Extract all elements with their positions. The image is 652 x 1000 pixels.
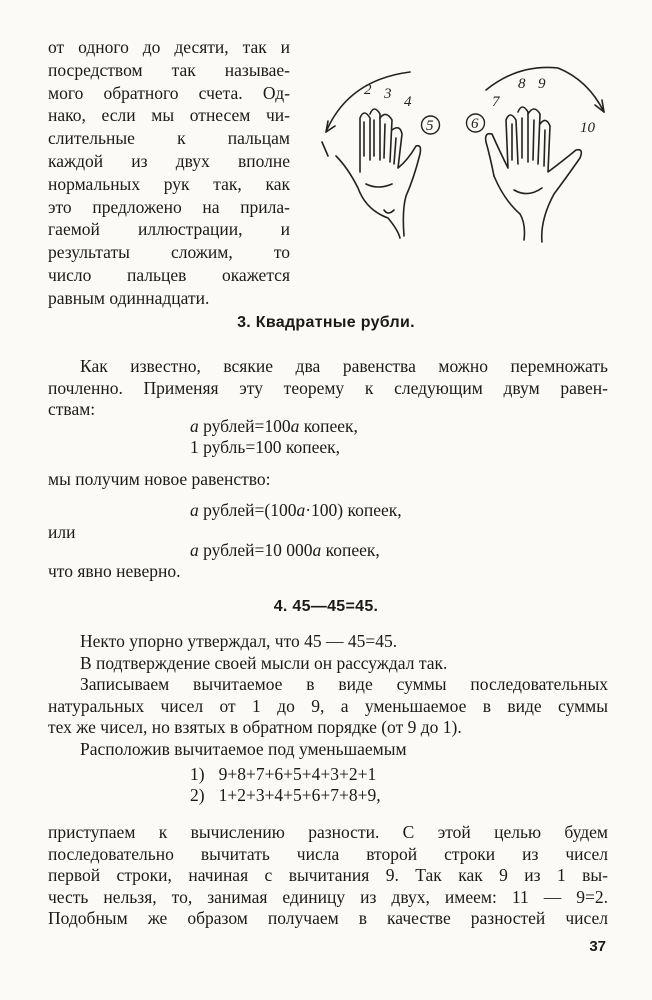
text-line: результаты сложим, то xyxy=(48,242,290,263)
numbered-row xyxy=(190,764,376,785)
math-variable: a xyxy=(290,416,300,436)
text-line: честь нельзя, то, занимая единицу из двух, имеем: 11 — 9=2. xyxy=(48,886,608,907)
equation-text: рублей=10 000 xyxy=(198,540,313,560)
text-line: равным одиннадцати. xyxy=(48,287,210,308)
math-variable: a xyxy=(190,416,199,436)
text-line: гаемой иллюстрации, и xyxy=(48,219,290,240)
finger-number-circled: 6 xyxy=(471,116,479,132)
paragraph xyxy=(48,356,608,421)
text-line: натуральных чисел от 1 до 9, а уменьшаемое в виде суммы xyxy=(48,695,608,716)
equation xyxy=(190,416,358,437)
text-line: В подтверждение своей мысли он рассуждал так. xyxy=(80,652,448,673)
finger-number-circled: 5 xyxy=(426,118,434,134)
hands-illustration xyxy=(308,60,620,250)
right-hand-drawing xyxy=(486,107,582,242)
text-line: число пальцев окажется xyxy=(48,264,290,285)
page-number: 37 xyxy=(589,938,606,955)
equation-text: рублей=100 xyxy=(198,416,291,436)
finger-number: 4 xyxy=(404,94,412,110)
text-line: Расположив вычитаемое под уменьшаемым xyxy=(80,738,407,759)
row-label: 1) xyxy=(190,764,205,784)
finger-number: 10 xyxy=(580,120,595,136)
finger-number: 8 xyxy=(518,76,526,92)
sum-expression: 9+8+7+6+5+4+3+2+1 xyxy=(218,764,377,784)
sum-expression: 1+2+3+4+5+6+7+8+9, xyxy=(218,785,381,805)
equation xyxy=(190,500,402,521)
row-label: 2) xyxy=(190,785,205,805)
math-variable: a xyxy=(296,500,306,520)
equation: 1 рубль=100 копеек, xyxy=(190,437,340,457)
equation xyxy=(190,540,380,561)
text-line: каждой из двух вполне xyxy=(48,150,290,171)
text-line: мого обратного счета. Од- xyxy=(48,82,290,103)
math-variable: a xyxy=(312,540,322,560)
text-line: что явно неверно. xyxy=(48,561,181,581)
finger-number: 3 xyxy=(384,86,392,102)
text-line: Подобным же образом получаем в качестве разностей чисел xyxy=(48,908,608,929)
finger-number: 7 xyxy=(492,94,500,110)
text-line: тех же чисел, но взятых в обратном порядке (от 9 до 1). xyxy=(48,717,462,738)
text-line: мы получим новое равенство: xyxy=(48,469,271,489)
text-line: приступаем к вычислению разности. С этой целью будем xyxy=(48,822,608,842)
finger-number: 2 xyxy=(364,82,372,98)
text-line: от одного до десяти, так и xyxy=(48,37,290,57)
text-line: ствам: xyxy=(48,399,96,420)
equation-text: ·100) копеек, xyxy=(305,500,402,520)
text-line: почленно. Применяя эту теорему к следующим двум равен- xyxy=(48,377,608,398)
equation-text: копеек, xyxy=(321,540,380,560)
section-heading: 3. Квадратные рубли. xyxy=(237,314,415,331)
text-line: Как известно, всякие два равенства можно перемножать xyxy=(80,356,608,376)
paragraph xyxy=(48,631,608,761)
finger-number: 9 xyxy=(538,76,546,92)
equation-text: рублей=(100 xyxy=(198,500,297,520)
math-variable: a xyxy=(190,500,199,520)
text-line: слительные к пальцам xyxy=(48,128,290,149)
left-hand-drawing xyxy=(336,109,421,238)
text-line: последовательно вычитать числа второй строки из чисел xyxy=(48,843,608,864)
text-line: Некто упорно утверждал, что 45 — 45=45. xyxy=(80,631,398,651)
math-variable: a xyxy=(190,540,199,560)
text-line: первой строки, начиная с вычитания 9. Так как 9 из 1 вы- xyxy=(48,865,608,886)
text-line: или xyxy=(48,522,76,542)
equation-text: копеек, xyxy=(299,416,358,436)
intro-paragraph xyxy=(48,36,290,310)
text-line: это предложено на прила- xyxy=(48,196,290,217)
text-line: нако, если мы отнесем чи- xyxy=(48,105,290,126)
section-heading: 4. 45—45=45. xyxy=(273,598,379,615)
text-line: посредством так называе- xyxy=(48,59,290,80)
paragraph xyxy=(48,822,608,930)
numbered-row xyxy=(190,785,381,806)
text-line: нормальных рук так, как xyxy=(48,173,290,194)
text-line: Записываем вычитаемое в виде суммы последовательных xyxy=(80,674,608,695)
